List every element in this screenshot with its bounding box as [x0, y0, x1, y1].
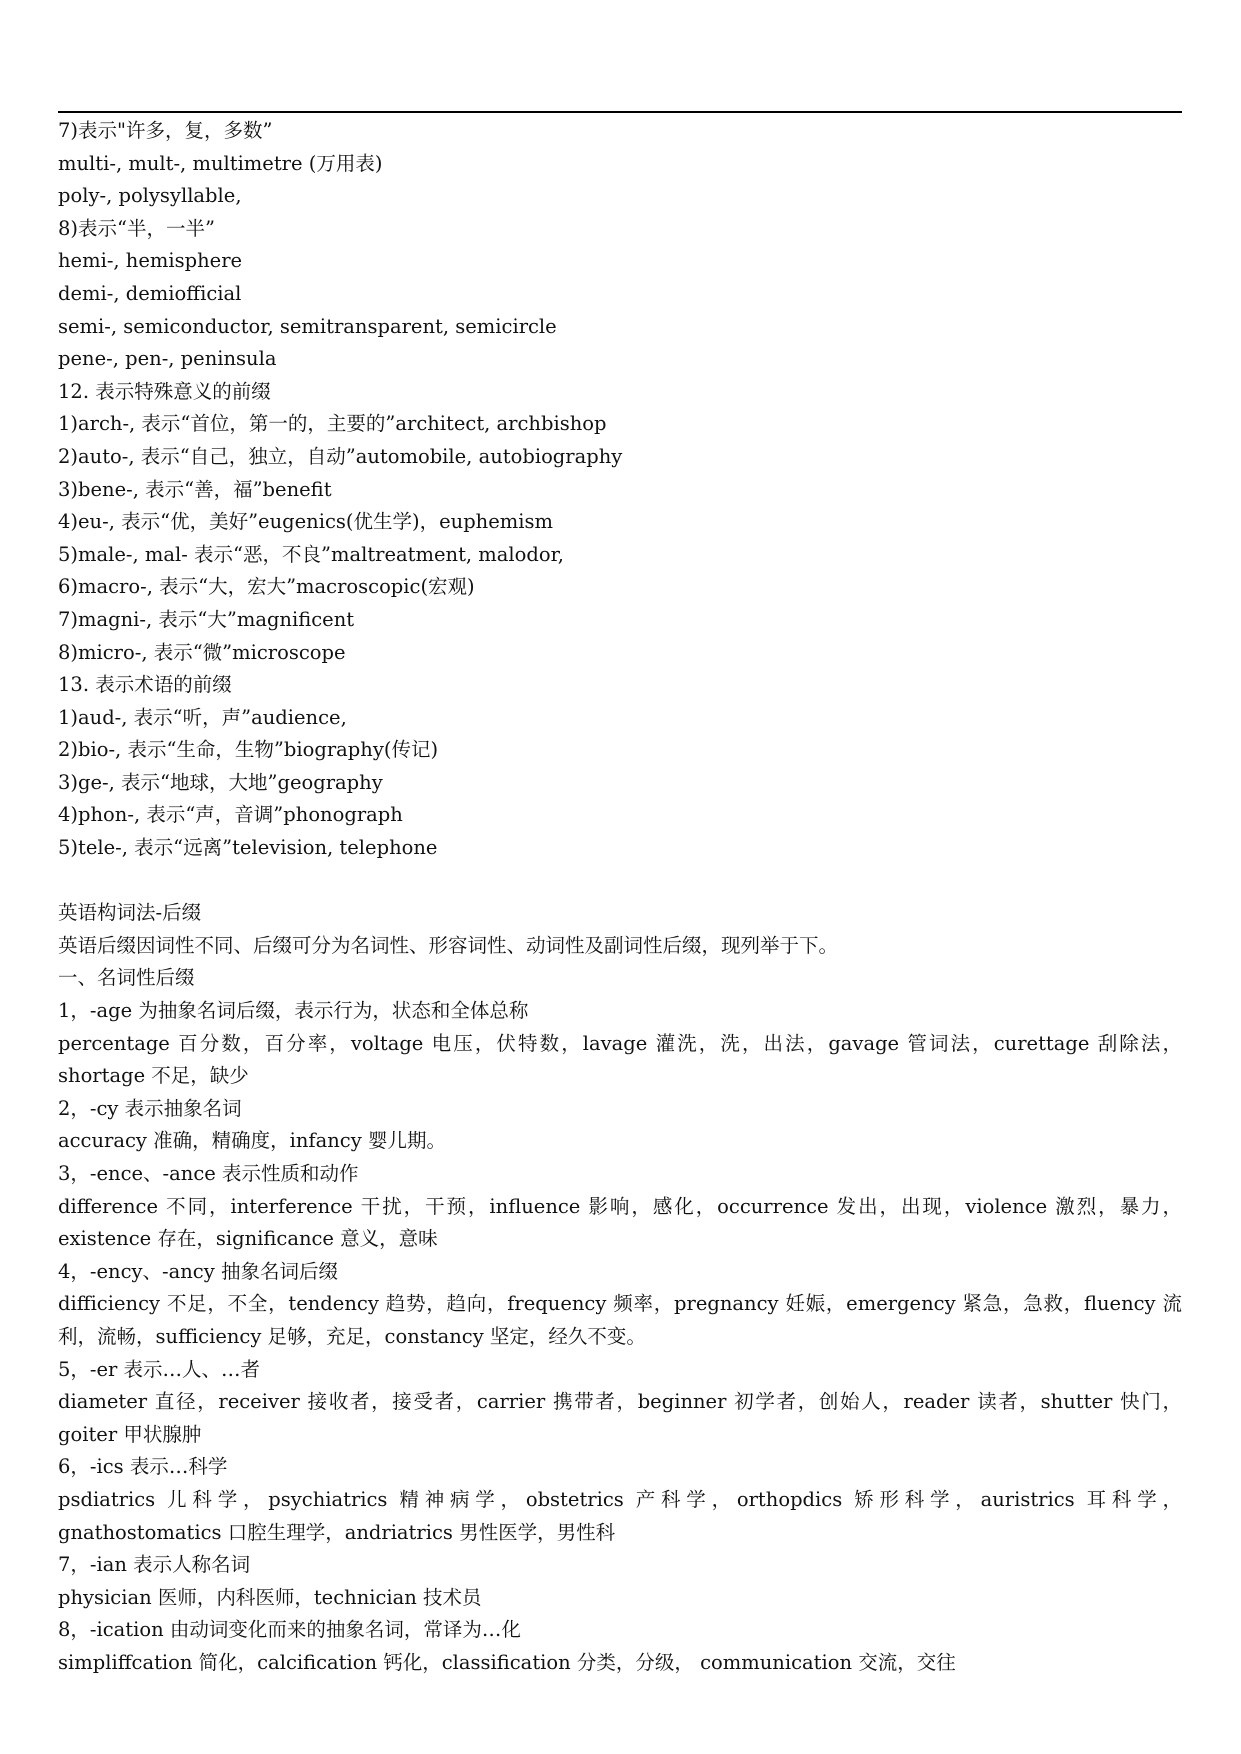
prefix-section — [58, 115, 1182, 865]
prefix-line: 2)auto-, 表示“自己，独立，自动”automobile, autobiography — [58, 444, 623, 468]
suffix-item-heading: 7，-ian 表示人称名词 — [58, 1553, 251, 1577]
prefix-line: demi-, demiofficial — [58, 281, 242, 305]
suffix-item — [58, 1451, 1182, 1549]
prefix-line: 7)magni-, 表示“大”magnificent — [58, 607, 355, 631]
section-intro: 英语后缀因词性不同、后缀可分为名词性、形容词性、动词性及副词性后缀，现列举于下。 — [58, 933, 839, 957]
suffix-item-body: difficiency 不足，不全，tendency 趋势，趋向，frequency 频率，pregnancy 妊娠，emergency 紧急，急救，fluency 流利，流畅，sufficiency 足够，充足，constancy 坚定，经久不变。 — [58, 1292, 1182, 1348]
prefix-line: 1)aud-, 表示“听，声”audience, — [58, 705, 347, 729]
section-subtitle: 一、名词性后缀 — [58, 966, 195, 990]
prefix-line: 8)表示“半，一半” — [58, 216, 215, 240]
suffix-item — [58, 1093, 1182, 1158]
suffix-item-heading: 6，-ics 表示…科学 — [58, 1455, 228, 1479]
prefix-line: 5)male-, mal- 表示“恶，不良”maltreatment, malodor, — [58, 542, 565, 566]
suffix-item — [58, 1354, 1182, 1452]
prefix-line: pene-, pen-, peninsula — [58, 347, 277, 371]
prefix-line: 12. 表示特殊意义的前缀 — [58, 379, 271, 403]
suffix-item-body: psdiatrics 儿科学，psychiatrics 精神病学，obstetrics 产科学，orthopdics 矫形科学，auristrics 耳科学，gnathostomatics 口腔生理学，andriatrics 男性医学，男性科 — [58, 1487, 1182, 1544]
suffix-item-body: difference 不同，interference 干扰，干预，influence 影响，感化，occurrence 发出，出现，violence 激烈，暴力，existence 存在，significance 意义，意味 — [58, 1194, 1182, 1251]
prefix-line: 4)eu-, 表示“优，美好”eugenics(优生学)，euphemism — [58, 510, 554, 534]
prefix-line: 1)arch-, 表示“首位，第一的，主要的”architect, archbishop — [58, 412, 607, 436]
suffix-item-body: physician 医师，内科医师，technician 技术员 — [58, 1585, 482, 1609]
prefix-line: 13. 表示术语的前缀 — [58, 673, 232, 697]
prefix-line: 7)表示"许多，复，多数” — [58, 119, 273, 142]
prefix-line: 6)macro-, 表示“大，宏大”macroscopic(宏观) — [58, 575, 475, 599]
section-title: 英语构词法-后缀 — [58, 901, 202, 925]
suffix-item-body: percentage 百分数，百分率，voltage 电压，伏特数，lavage 灌洗，洗，出法，gavage 管词法，curettage 刮除法，shortage 不足，缺少 — [58, 1031, 1182, 1088]
prefix-line: 3)ge-, 表示“地球，大地”geography — [58, 770, 383, 794]
prefix-line: multi-, mult-, multimetre (万用表) — [58, 151, 383, 175]
header-rule — [58, 111, 1182, 113]
suffix-item-body: accuracy 准确，精确度，infancy 婴儿期。 — [58, 1129, 446, 1153]
suffix-item-heading: 1，-age 为抽象名词后缀，表示行为，状态和全体总称 — [58, 999, 529, 1023]
prefix-line: 5)tele-, 表示“远离”television, telephone — [58, 836, 438, 860]
suffix-item — [58, 1614, 1182, 1679]
suffix-item — [58, 1256, 1182, 1354]
suffix-item-heading: 5，-er 表示…人、…者 — [58, 1357, 261, 1381]
prefix-line: poly-, polysyllable, — [58, 184, 242, 208]
document-body — [58, 115, 1182, 1680]
prefix-line: 2)bio-, 表示“生命，生物”biography(传记) — [58, 738, 439, 762]
suffix-section — [58, 897, 1182, 1679]
prefix-line: hemi-, hemisphere — [58, 249, 243, 273]
suffix-item-heading: 3，-ence、-ance 表示性质和动作 — [58, 1162, 359, 1185]
prefix-line: 3)bene-, 表示“善，福”benefit — [58, 477, 332, 501]
suffix-item-body: simpliffcation 简化，calcification 钙化，classification 分类，分级， communication 交流，交往 — [58, 1650, 956, 1674]
prefix-line: 8)micro-, 表示“微”microscope — [58, 640, 346, 664]
prefix-line: 4)phon-, 表示“声，音调”phonograph — [58, 803, 403, 827]
suffix-item-body: diameter 直径，receiver 接收者，接受者，carrier 携带者，beginner 初学者，创始人，reader 读者，shutter 快门，goiter 甲状腺肿 — [58, 1390, 1182, 1446]
prefix-line: semi-, semiconductor, semitransparent, semicircle — [58, 314, 557, 338]
suffix-item-heading: 2，-cy 表示抽象名词 — [58, 1096, 242, 1120]
suffix-item — [58, 1158, 1182, 1256]
suffix-item-heading: 4，-ency、-ancy 抽象名词后缀 — [58, 1259, 338, 1283]
suffix-items — [58, 995, 1182, 1679]
suffix-item-heading: 8，-ication 由动词变化而来的抽象名词，常译为…化 — [58, 1618, 521, 1642]
section-spacer — [58, 865, 1182, 898]
suffix-item — [58, 1549, 1182, 1614]
suffix-item — [58, 995, 1182, 1093]
